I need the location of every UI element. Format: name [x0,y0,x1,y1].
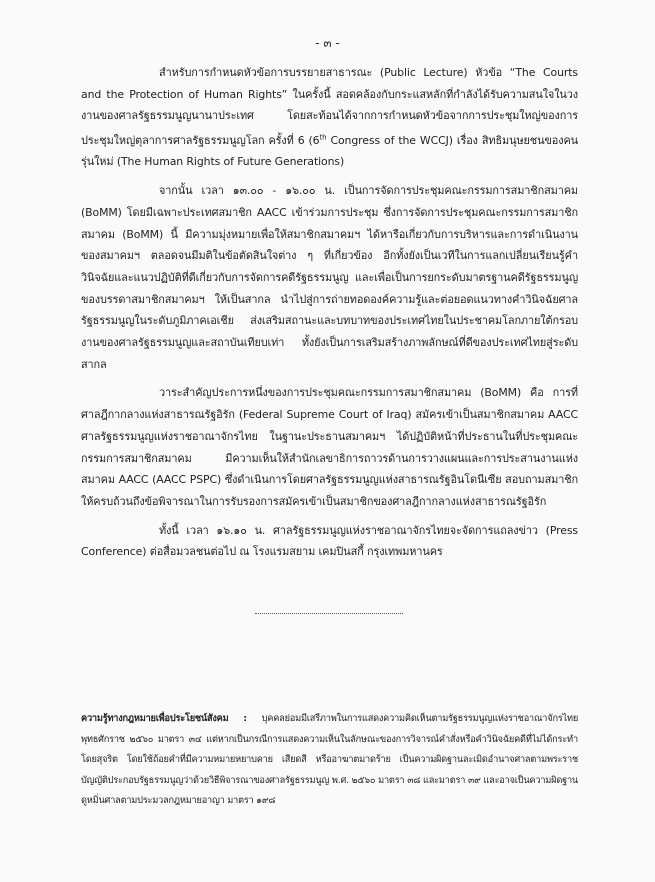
paragraph-text: จากนั้น เวลา ๑๓.๐๐ - ๑๖.๐๐ น. เป็นการจัดการประชุมคณะกรรมการสมาชิกสมาคม (BoMM) โดยมีเฉพาะประเทศสมาชิก AACC เข้าร่วมการประชุม ซึ่งการจัดการประชุมคณะกรรมการสมาชิกสมาคม (BoMM) นี้ มีความมุ่งหมายเพื่อให้สมาชิกสมาคมฯ ได้หารือเกี่ยวกับการบริหารและการดำเนินงานของสมาคมฯ ตลอดจนมีมติในข้อตัดสินใจต่าง ๆ ที่เกี่ยวข้อง อีกทั้งยังเป็นเวทีในการแลกเปลี่ยนเรียนรู้คำวินิจฉัยและแนวปฏิบัติที่ดีเกี่ยวกับการจัดการคดีรัฐธรรมนูญ และเพื่อเป็นการยกระดับมาตรฐานคดีรัฐธรรมนูญของบรรดาสมาชิกสมาคมฯ ให้เป็นสากล นำไปสู่การถ่ายทอดองค์ความรู้และต่อยอดแนวทางคำวินิจฉัยศาลรัฐธรรมนูญในระดับภูมิภาคเอเชีย ส่งเสริมสถานะและบทบาทของประเทศไทยในประชาคมโลกภายใต้กรอบงานของศาลรัฐธรรมนูญและสถาบันเทียบเท่า ทั้งยังเป็นการเสริมสร้างภาพลักษณ์ที่ดีของประเทศไทยสู่ระดับสากล [81,184,578,371]
paragraph-text: วาระสำคัญประการหนึ่งของการประชุมคณะกรรมการสมาชิกสมาคม (BoMM) คือ การที่ศาลฎีกากลางแห่งสาธารณรัฐอิรัก (Federal Supreme Court of Iraq) สมัครเข้าเป็นสมาชิกสมาคม AACC ศาลรัฐธรรมนูญแห่งราชอาณาจักรไทย ในฐานะประธานสมาคมฯ ได้ปฏิบัติหน้าที่ประธานในที่ประชุมคณะกรรมการสมาชิกสมาคม มีความเห็นให้สำนักเลขาธิการถาวรด้านการวางแผนและการประสานงานแห่งสมาคม AACC (AACC PSPC) ซึ่งดำเนินการโดยศาลรัฐธรรมนูญแห่งสาธารณรัฐอินโดนีเซีย สอบถามสมาชิกให้ครบถ้วนถึงข้อพิจารณาในการรับรองการสมัครเข้าเป็นสมาชิกของศาลฎีกากลางแห่งสาธารณรัฐอิรัก [81,386,578,508]
paragraph-bomm-meeting [81,180,578,375]
paragraph-text: สำหรับการกำหนดหัวข้อการบรรยายสาธารณะ (Public Lecture) หัวข้อ “The Courts and the Protection of Human Rights” ในครั้งนี้ สอดคล้องกับกระแสหลักที่กำลังได้รับความสนใจในวงงานของศาลรัฐธรรมนูญนานาประเทศ โดยสะท้อนได้จากการกำหนดหัวข้อจากการประชุมใหญ่ของการประชุมใหญ่ตุลาการศาลรัฐธรรมนูญโลก ครั้งที่ 6 (6th Congress of the WCCJ) เรื่อง สิทธิมนุษยชนของคนรุ่นใหม่ (The Human Rights of Future Generations) [81,66,578,169]
footnote-text: บุคคลย่อมมีเสรีภาพในการแสดงความคิดเห็นตามรัฐธรรมนูญแห่งราชอาณาจักรไทย พุทธศักราช ๒๕๖๐ มาตรา ๓๔ แต่หากเป็นกรณีการแสดงความเห็นในลักษณะของการวิจารณ์คำสั่งหรือคำวินิจฉัยคดีที่ไม่ได้กระทำโดยสุจริต โดยใช้ถ้อยคำที่มีความหมายหยาบคาย เสียดสี หรืออาฆาตมาดร้าย เป็นความผิดฐานละเมิดอำนาจศาลตามพระราชบัญญัติประกอบรัฐธรรมนูญว่าด้วยวิธีพิจารณาของศาลรัฐธรรมนูญ พ.ศ. ๒๕๖๐ มาตรา ๓๘ และมาตรา ๓๙ และอาจเป็นความผิดฐานดูหมิ่นศาลตามประมวลกฎหมายอาญา มาตรา ๑๙๘ [81,713,578,806]
paragraph-iraq-membership [81,382,578,512]
footnote-title: ความรู้ทางกฎหมายเพื่อประโยชน์สังคม [81,713,229,724]
legal-knowledge-footnote [81,709,578,812]
section-divider [255,613,403,614]
page-number: - ๓ - [315,36,340,50]
document-body [81,62,578,570]
paragraph-text: ทั้งนี้ เวลา ๑๖.๑๐ น. ศาลรัฐธรรมนูญแห่งราชอาณาจักรไทยจะจัดการแถลงข่าว (Press Conference) ต่อสื่อมวลชนต่อไป ณ โรงแรมสยาม เคมปินสกี้ กรุงเทพมหานคร [81,523,578,559]
paragraph-press-conference [81,520,578,563]
footnote-separator: : [243,713,247,724]
paragraph-public-lecture [81,62,578,173]
ordinal-suffix: th [319,133,327,142]
